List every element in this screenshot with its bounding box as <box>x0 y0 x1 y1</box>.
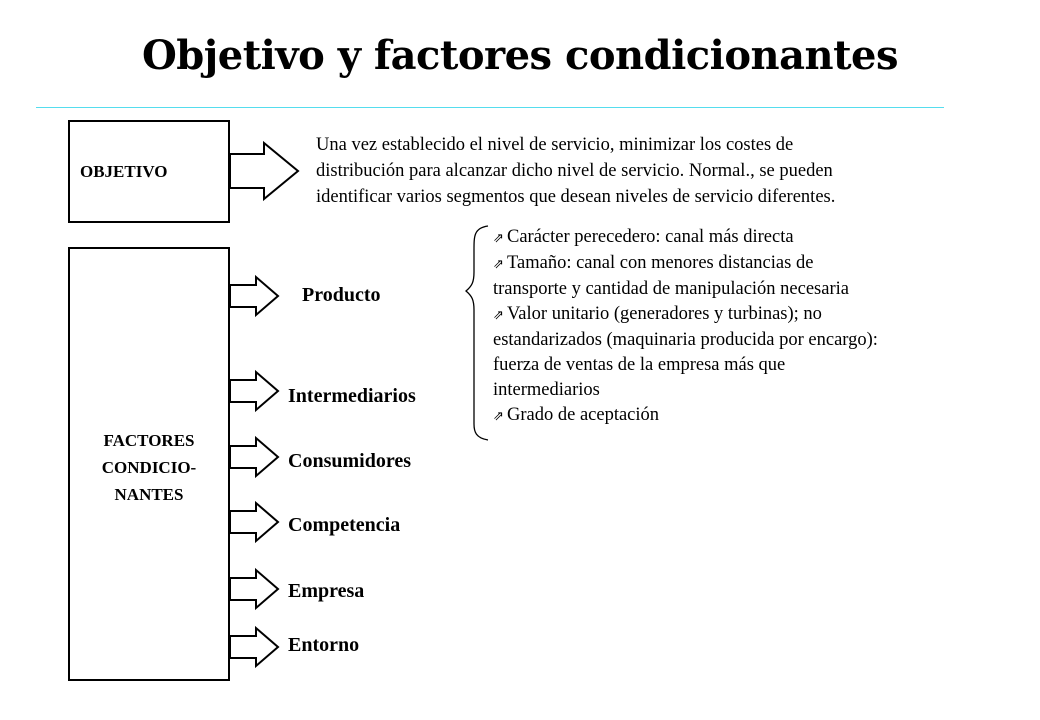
competencia-arrow <box>230 503 278 541</box>
detail-text: Grado de aceptación <box>507 405 660 425</box>
detail-line <box>493 251 1023 277</box>
producto-details <box>493 225 1023 429</box>
objective-text-line: identificar varios segmentos que desean niveles de servicio diferentes. <box>316 187 836 207</box>
detail-line: estandarizados (maquinaria producida por encargo): <box>493 330 878 350</box>
objective-arrow <box>230 143 298 199</box>
arrow-bullet-icon: ⇗ <box>493 409 504 424</box>
factor-consumidores: Consumidores <box>288 450 411 472</box>
details-brace <box>466 226 488 440</box>
factors-label-line: NANTES <box>114 485 184 504</box>
detail-text: Tamaño: canal con menores distancias de <box>507 253 814 273</box>
objective-text-line: Una vez establecido el nivel de servicio, minimizar los costes de <box>316 135 794 155</box>
detail-text: Carácter perecedero: canal más directa <box>507 227 794 247</box>
factor-entorno: Entorno <box>288 634 360 656</box>
arrow-bullet-icon: ⇗ <box>493 231 504 246</box>
objective-text-line: distribución para alcanzar dicho nivel de servicio. Normal., se pueden <box>316 161 833 181</box>
detail-line <box>493 302 1023 328</box>
factor-intermediarios: Intermediarios <box>288 385 416 407</box>
detail-line: intermediarios <box>493 380 600 400</box>
detail-text: Valor unitario (generadores y turbinas); no <box>507 304 822 324</box>
factors-label-line: FACTORES <box>103 431 195 450</box>
factor-empresa: Empresa <box>288 580 365 602</box>
factor-producto: Producto <box>302 284 381 306</box>
objective-label: OBJETIVO <box>80 162 168 181</box>
factors-label-line: CONDICIO- <box>101 458 197 477</box>
arrow-bullet-icon: ⇗ <box>493 257 504 272</box>
empresa-arrow <box>230 570 278 608</box>
producto-arrow <box>230 277 278 315</box>
consumidores-arrow <box>230 438 278 476</box>
page-title: Objetivo y factores condicionantes <box>141 32 899 79</box>
objective-description <box>316 132 1006 210</box>
entorno-arrow <box>230 628 278 666</box>
intermediarios-arrow <box>230 372 278 410</box>
detail-line: transporte y cantidad de manipulación necesaria <box>493 279 849 299</box>
factor-competencia: Competencia <box>288 514 401 536</box>
arrow-bullet-icon: ⇗ <box>493 308 504 323</box>
detail-line: fuerza de ventas de la empresa más que <box>493 355 786 375</box>
detail-line <box>493 403 1023 429</box>
detail-line <box>493 225 1023 251</box>
